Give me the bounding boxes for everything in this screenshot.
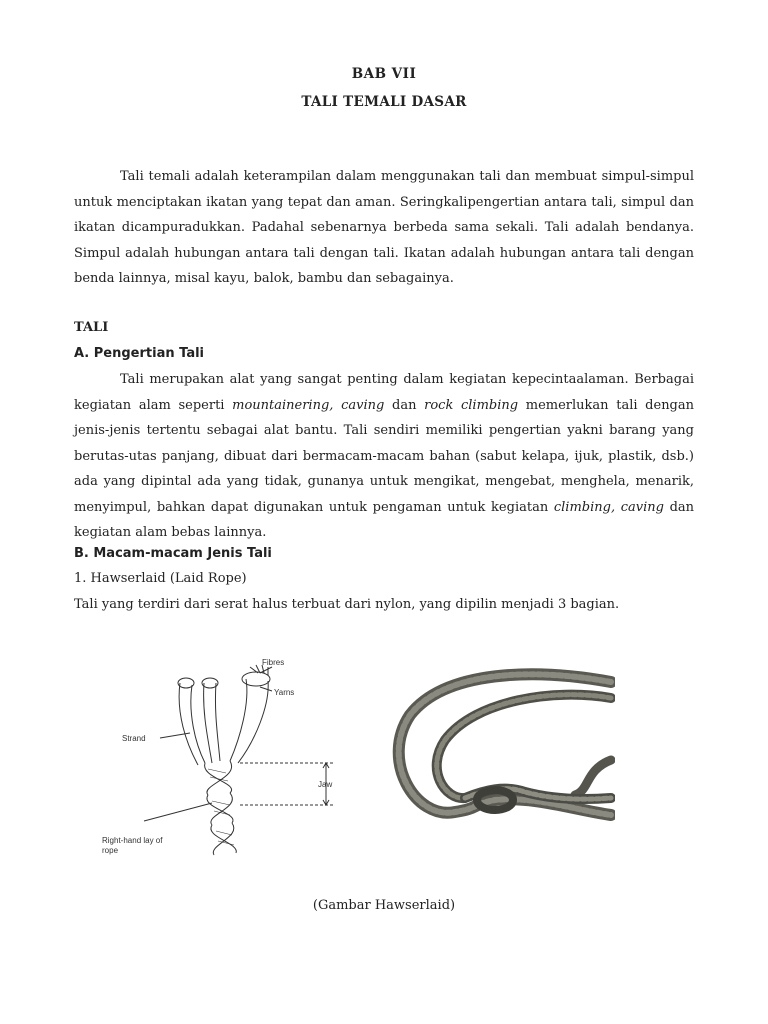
pengertian-paragraph bbox=[74, 367, 694, 546]
text-segment: dan kegiatan alam bebas lainnya. bbox=[74, 499, 695, 540]
label-rope: rope bbox=[102, 846, 119, 855]
rope-structure-diagram bbox=[100, 643, 340, 858]
hawserlaid-description: Tali yang terdiri dari serat halus terbuat dari nylon, yang dipilin menjadi 3 bagian. bbox=[74, 597, 620, 612]
label-yarns: Yarns bbox=[274, 688, 295, 697]
chapter-number: BAB VII bbox=[351, 66, 417, 82]
text-segment: dan bbox=[384, 397, 425, 413]
coiled-rope-image bbox=[385, 660, 615, 850]
label-fibres: Fibres bbox=[262, 658, 285, 667]
subheading-macam-jenis: B. Macam-macam Jenis Tali bbox=[74, 546, 272, 561]
subheading-pengertian: A. Pengertian Tali bbox=[74, 346, 204, 361]
label-strand: Strand bbox=[122, 734, 146, 743]
section-heading-tali: TALI bbox=[74, 320, 109, 335]
italic-term: rock climbing bbox=[424, 397, 519, 413]
text-segment: Tali merupakan alat yang sangat penting dalam kegiatan kepecintaalaman. Berbagai kegiatan alam seperti bbox=[74, 372, 694, 413]
list-item-hawserlaid: 1. Hawserlaid (Laid Rope) bbox=[74, 571, 247, 586]
label-right-hand-lay: Right-hand lay of bbox=[102, 836, 163, 845]
chapter-title: TALI TEMALI DASAR bbox=[301, 94, 467, 110]
italic-term: climbing, caving bbox=[553, 499, 664, 515]
figure-caption: (Gambar Hawserlaid) bbox=[312, 898, 456, 913]
label-jaw: Jaw bbox=[318, 780, 333, 789]
text-segment: memerlukan tali dengan jenis-jenis tertentu sebagai alat bantu. Tali sendiri memiliki pengertian yakni barang yang berutas-utas panjang, dibuat dari bermacam-macam bahan (sabut kelapa, ijuk, plastik, dsb.) ada yang dipintal ada yang tidak, gunanya untuk mengikat, mengebat, menghela, menarik, menyimpul, bahkan dapat digunakan untuk pengaman untuk kegiatan bbox=[74, 397, 695, 515]
intro-paragraph: Tali temali adalah keterampilan dalam menggunakan tali dan membuat simpul-simpul untuk menciptakan ikatan yang tepat dan aman. Seringkalipengertian antara tali, simpul dan ikatan dicampuradukkan. Padahal sebenarnya berbeda sama sekali. Tali adalah bendanya. Simpul adalah hubungan antara tali dengan tali. Ikatan adalah hubungan antara tali dengan benda lainnya, misal kayu, balok, bambu dan sebagainya. bbox=[74, 169, 694, 286]
italic-term: mountainering, caving bbox=[232, 397, 385, 413]
